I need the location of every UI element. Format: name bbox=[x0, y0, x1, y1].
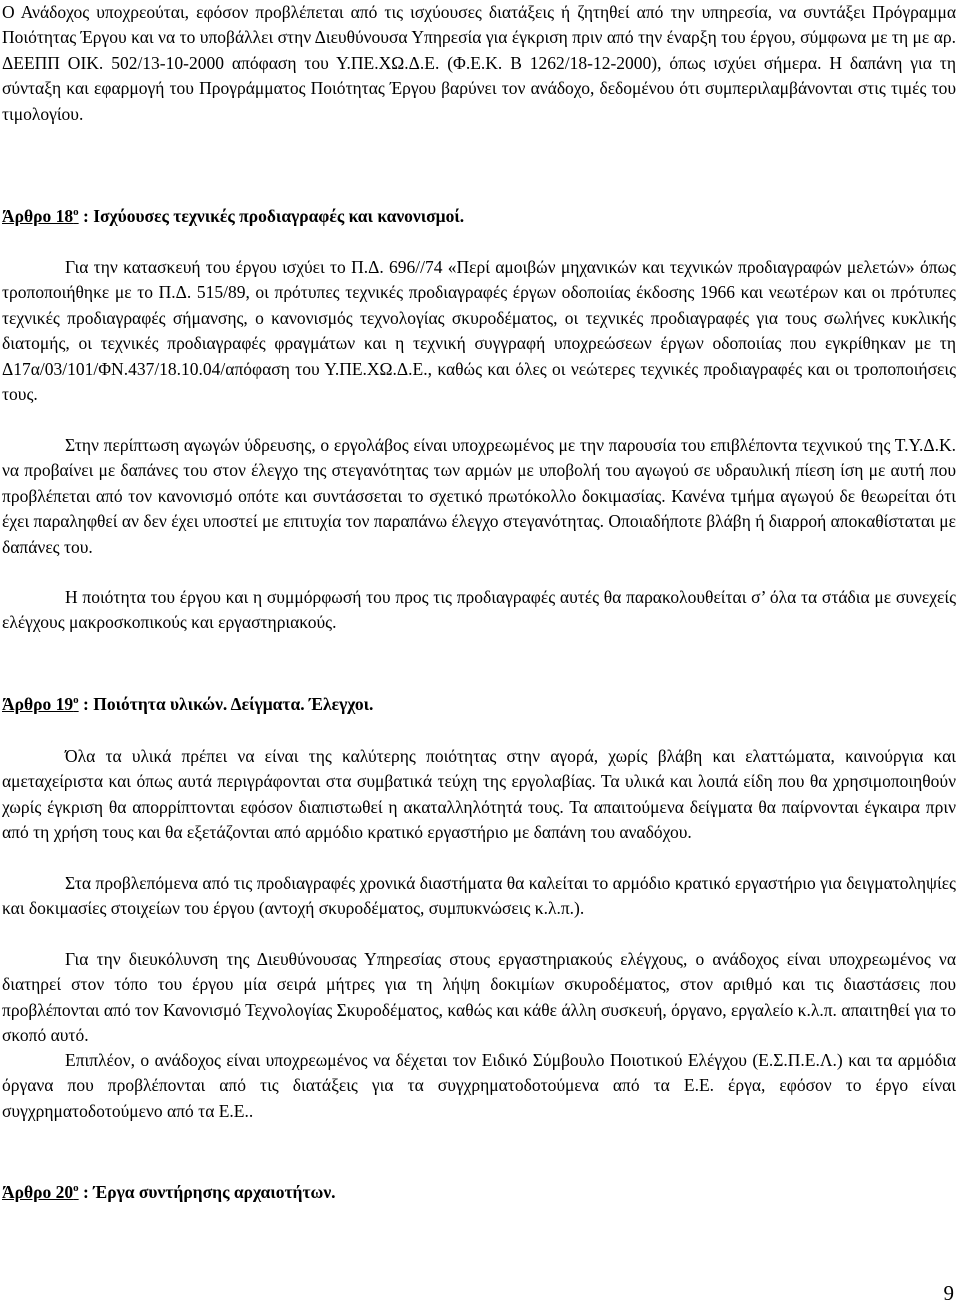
article-19-label: Άρθρο $19^o$ bbox=[2, 694, 79, 714]
article-18-title: : Ισχύουσες τεχνικές προδιαγραφές και κανονισμοί. bbox=[78, 206, 465, 226]
article-19-paragraph-2: Στα προβλεπόμενα από τις προδιαγραφές χρονικά διαστήματα θα καλείται το αρμόδιο κρατικό εργαστήριο για δειγματοληψίες και δοκιμασίες στοιχείων του έργου (αντοχή σκυροδέματος, συμπυκνώσεις κ.λ.π.). bbox=[2, 873, 956, 919]
article-18-paragraph-2: Στην περίπτωση αγωγών ύδρευσης, ο εργολάβος είναι υποχρεωμένος με την παρουσία του επιβλέποντα τεχνικού της Τ.Υ.Δ.Κ. να προβαίνει με δαπάνες του στον έλεγχο της στεγανότητας των αρμών με υποβολή του αγωγού σε υδραυλική πίεση ίση με αυτή που προβλέπεται από τον κανονισμό οπότε και συντάσσεται το σχετικό πρωτόκολλο δοκιμασίας. Κανένα τμήμα αγωγού δε θεωρείται ότι έχει παραληφθεί αν δεν έχει υποστεί με επιτυχία τον παραπάνω έλεγχο στεγανότητας. Οποιαδήποτε βλάβη ή διαρροή αποκαθίσταται με δαπάνες του. bbox=[2, 435, 956, 557]
article-19-paragraph-1: Όλα τα υλικά πρέπει να είναι της καλύτερης ποιότητας στην αγορά, χωρίς βλάβη και ελαττώματα, καινούργια και αμεταχείριστα και όπως αυτά περιγράφονται στα συμβατικά τεύχη της εργολαβίας. Τα υλικά και λοιπά είδη που θα χρησιμοποιηθούν χωρίς έγκριση θα απορρίπτονται εφόσον διαπιστωθεί η ακαταλληλότητά τους. Τα απαιτούμενα δείγματα θα παίρνονται έγκαιρα πριν από τη χρήση τους και θα εξετάζονται από αρμόδιο κρατικό εργαστήριο με δαπάνη του αναδόχου. bbox=[2, 746, 956, 843]
article-18-paragraph-3: Η ποιότητα του έργου και η συμμόρφωσή του προς τις προδιαγραφές αυτές θα παρακολουθείται σ’ όλα τα στάδια με συνεχείς ελέγχους μακροσκοπικούς και εργαστηριακούς. bbox=[2, 587, 956, 633]
article-18-paragraph-1: Για την κατασκευή του έργου ισχύει το Π.Δ. 696//74 «Περί αμοιβών μηχανικών και τεχνικών προδιαγραφών μελετών» όπως τροποποιήθηκε με το Π.Δ. 515/89, οι πρότυπες τεχνικές προδιαγραφές έργων οδοποιίας έκδοσης 1966 και νεωτέρων και οι πρότυπες τεχνικές προδιαγραφές σήμανσης, ο κανονισμός τεχνολογίας σκυροδέματος, οι τεχνικές προδιαγραφές για τους σωλήνες κυκλικής διατομής, οι τεχνικές προδιαγραφές φραγμάτων και η τεχνική συγγραφή υποχρεώσεων έργων οδοποιίας που εγκρίθηκαν με τη Δ17α/03/101/ΦΝ.437/18.10.04/απόφαση του Υ.ΠΕ.ΧΩ.Δ.Ε., καθώς και όλες οι νεώτερες τεχνικές προδιαγραφές και οι τροποποιήσεις τους. bbox=[2, 257, 956, 405]
article-19-title: : Ποιότητα υλικών. Δείγματα. Έλεγχοι. bbox=[78, 694, 374, 714]
page-number: 9 bbox=[943, 1281, 954, 1305]
article-20-heading bbox=[2, 1180, 336, 1205]
article-18-heading bbox=[2, 204, 464, 229]
article-18-label: Άρθρο $18^o$ bbox=[2, 206, 79, 226]
article-19-paragraph-4: Επιπλέον, ο ανάδοχος είναι υποχρεωμένος να δέχεται τον Ειδικό Σύμβουλο Ποιοτικού Ελέγχου (Ε.Σ.Π.Ε.Λ.) και τα αρμόδια όργανα που προβλέπονται από τις διατάξεις για τα συγχρηματοδοτούμενα από τα Ε.Ε. έργα, εφόσον το έργο είναι συγχρηματοδοτούμενο από τα Ε.Ε.. bbox=[2, 1050, 956, 1121]
article-19-heading bbox=[2, 692, 373, 717]
intro-paragraph: Ο Ανάδοχος υποχρεούται, εφόσον προβλέπεται από τις ισχύουσες διατάξεις ή ζητηθεί από την υπηρεσία, να συντάξει Πρόγραμμα Ποιότητας Έργου και να το υποβάλλει στην Διευθύνουσα Υπηρεσία για έγκριση πριν από την έναρξη του έργου, σύμφωνα με τη με αρ. ΔΕΕΠΠ ΟΙΚ. 502/13-10-2000 απόφαση του Υ.ΠΕ.ΧΩ.Δ.Ε. (Φ.Ε.Κ. Β 1262/18-12-2000), όπως ισχύει σήμερα. Η δαπάνη για τη σύνταξη και εφαρμογή του Προγράμματος Ποιότητας Έργου βαρύνει τον ανάδοχο, δεδομένου ότι συμπεριλαμβάνονται στις τιμές του τιμολογίου. bbox=[2, 2, 956, 124]
article-20-title: : Έργα συντήρησης αρχαιοτήτων. bbox=[78, 1182, 336, 1202]
article-20-label: Άρθρο $20^o$ bbox=[2, 1182, 79, 1202]
article-19-paragraph-3: Για την διευκόλυνση της Διευθύνουσας Υπηρεσίας στους εργαστηριακούς ελέγχους, ο ανάδοχος είναι υποχρεωμένος να διατηρεί στον τόπο του έργου μία σειρά μήτρες για τη λήψη δοκιμίων σκυροδέματος, στον αριθμό και τις διαστάσεις που προβλέπονται από τον Κανονισμό Τεχνολογίας Σκυροδέματος, καθώς και κάθε άλλη συσκευή, όργανο, εργαλείο κ.λ.π. απαιτηθεί για το σκοπό αυτό. bbox=[2, 949, 956, 1046]
